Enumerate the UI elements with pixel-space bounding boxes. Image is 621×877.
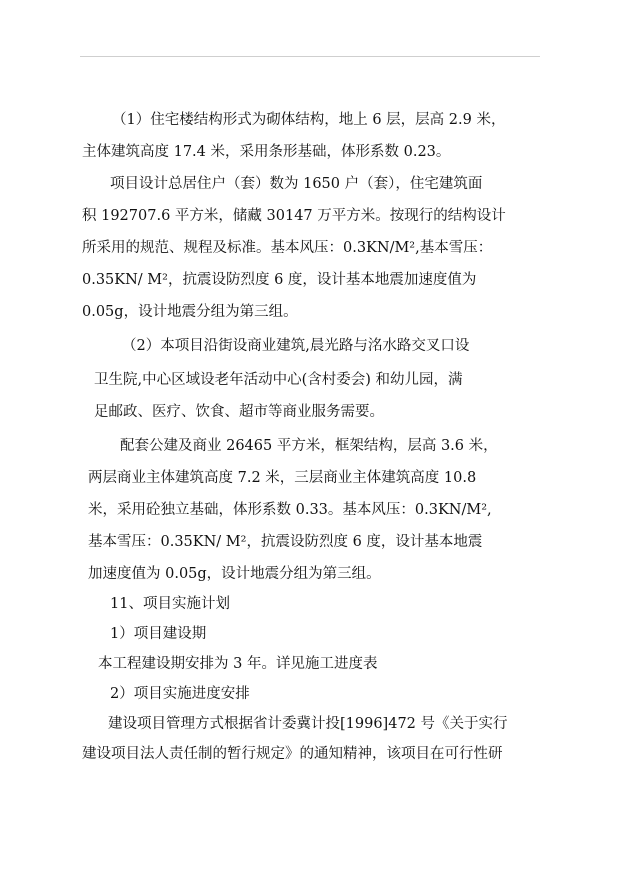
- paragraph-line: 本工程建设期安排为 3 年。详见施工进度表: [98, 656, 378, 672]
- paragraph-line: 建设项目法人责任制的暂行规定》的通知精神，该项目在可行性研: [82, 746, 503, 762]
- paragraph-line: 建设项目管理方式根据省计委冀计投[1996]472 号《关于实行: [108, 716, 508, 732]
- paragraph-line: （2）本项目沿街设商业建筑,晨光路与洺水路交叉口设: [122, 338, 470, 354]
- header-divider: [80, 56, 540, 57]
- subsection-heading: 2）项目实施进度安排: [110, 686, 250, 702]
- paragraph-line: 加速度值为 0.05g，设计地震分组为第三组。: [88, 566, 381, 582]
- paragraph-line: （1）住宅楼结构形式为砌体结构，地上 6 层，层高 2.9 米，: [112, 112, 506, 128]
- paragraph-line: 米，采用砼独立基础，体形系数 0.33。基本风压：0.3KN/M²,: [88, 502, 492, 518]
- paragraph-line: 卫生院,中心区域设老年活动中心(含村委会) 和幼儿园，满: [94, 372, 463, 388]
- paragraph-line: 足邮政、医疗、饮食、超市等商业服务需要。: [94, 404, 384, 420]
- paragraph-line: 两层商业主体建筑高度 7.2 米，三层商业主体建筑高度 10.8: [88, 470, 477, 486]
- paragraph-line: 主体建筑高度 17.4 米，采用条形基础，体形系数 0.23。: [82, 144, 451, 160]
- paragraph-line: 基本雪压：0.35KN/ M²，抗震设防烈度 6 度，设计基本地震: [88, 534, 483, 550]
- paragraph-line: 配套公建及商业 26465 平方米，框架结构，层高 3.6 米，: [120, 438, 498, 454]
- paragraph-line: 0.35KN/ M²，抗震设防烈度 6 度，设计基本地震加速度值为: [82, 272, 477, 288]
- section-heading: 11、项目实施计划: [110, 596, 230, 612]
- subsection-heading: 1）项目建设期: [110, 626, 207, 642]
- paragraph-line: 项目设计总居住户（套）数为 1650 户（套），住宅建筑面: [110, 176, 483, 192]
- paragraph-line: 积 192707.6 平方米，储藏 30147 万平方米。按现行的结构设计: [82, 208, 506, 224]
- paragraph-line: 0.05g，设计地震分组为第三组。: [82, 304, 298, 320]
- paragraph-line: 所采用的规范、规程及标准。基本风压：0.3KN/M²,基本雪压：: [82, 240, 493, 256]
